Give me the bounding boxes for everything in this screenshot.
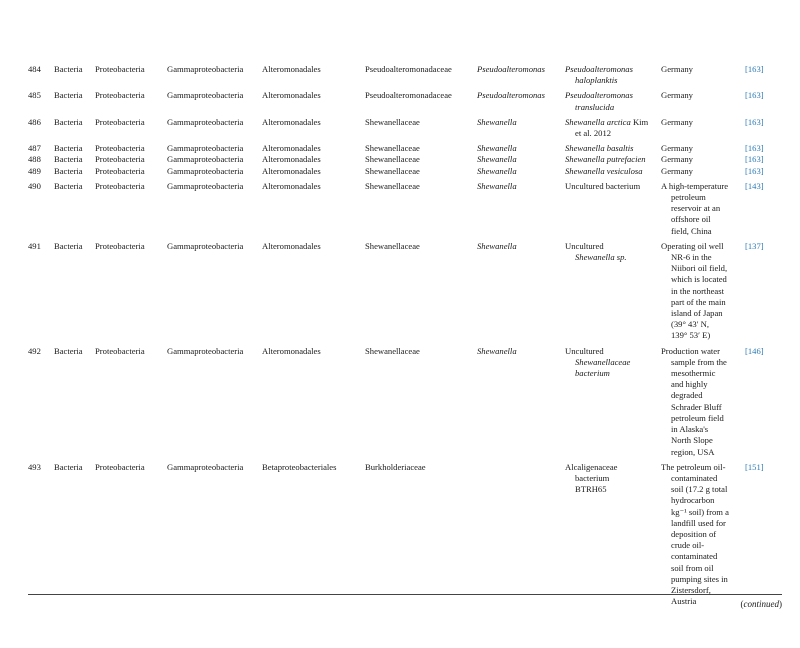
genus-cell: Shewanella — [477, 165, 517, 176]
source-cell-line: soil (17.2 g total — [671, 484, 728, 495]
class-cell: Gammaproteobacteria — [167, 180, 244, 191]
species-cell-line: Pseudoalteromonas — [565, 90, 633, 101]
order-cell: Alteromonadales — [262, 64, 321, 74]
species-cell-line — [565, 117, 659, 128]
reference-link[interactable]: [163] — [745, 154, 764, 165]
source-cell-line: landfill used for — [671, 517, 726, 528]
family-cell: Burkholderiaceae — [365, 461, 426, 472]
genus-cell — [477, 458, 565, 608]
domain-cell: Bacteria — [54, 116, 83, 127]
source-cell-line: 139° 53′ E) — [671, 330, 711, 341]
source-cell-line: soil from oil — [671, 562, 714, 573]
species-cell-line: Shewanellaceae — [575, 356, 631, 367]
family-cell: Shewanellaceae — [365, 345, 420, 356]
domain-cell: Bacteria — [54, 180, 83, 191]
family-cell: Pseudoalteromonadaceae — [365, 90, 452, 101]
source-cell-line: island of Japan — [671, 308, 723, 319]
family-cell: Shewanellaceae — [365, 240, 420, 251]
source-cell-line: Operating oil well — [661, 240, 724, 251]
source-cell-line: degraded — [671, 390, 703, 401]
source-cell-line: sample from the — [671, 356, 727, 367]
source-cell — [661, 86, 745, 112]
source-cell-line: Niibori oil field, — [671, 263, 728, 274]
row-number: 489 — [28, 165, 41, 176]
source-cell — [661, 166, 745, 177]
order-cell: Alteromonadales — [262, 240, 321, 251]
species-cell-line: Uncultured bacterium — [565, 180, 641, 191]
species-cell-line: Pseudoalteromonas — [565, 64, 633, 74]
domain-cell: Bacteria — [54, 90, 83, 101]
class-cell: Gammaproteobacteria — [167, 154, 244, 165]
source-cell-line: which is located — [671, 274, 727, 285]
order-cell: Alteromonadales — [262, 90, 321, 101]
order-cell: Alteromonadales — [262, 180, 321, 191]
phylum-cell: Proteobacteria — [95, 116, 145, 127]
phylum-cell: Proteobacteria — [95, 90, 145, 101]
source-cell-line: contaminated — [671, 551, 718, 562]
genus-cell: Shewanella — [477, 154, 517, 165]
class-cell: Gammaproteobacteria — [167, 116, 244, 127]
row-number: 491 — [28, 240, 41, 251]
reference-link[interactable]: [137] — [745, 240, 764, 251]
source-cell-line: pumping sites in — [671, 573, 728, 584]
phylum-cell: Proteobacteria — [95, 345, 145, 356]
source-cell-line: field, China — [671, 225, 712, 236]
source-cell — [661, 342, 745, 458]
species-cell — [565, 342, 661, 458]
source-cell-line: crude oil- — [671, 540, 705, 551]
species-cell — [565, 139, 661, 154]
source-cell-line: Germany — [661, 64, 693, 74]
genus-cell: Shewanella — [477, 180, 517, 191]
species-cell-line: Shewanella sp. — [575, 252, 627, 263]
source-cell-line: region, USA — [671, 446, 715, 457]
phylum-cell: Proteobacteria — [95, 154, 145, 165]
species-cell — [565, 154, 661, 165]
source-cell-line: petroleum field — [671, 412, 724, 423]
source-cell-line: The petroleum oil- — [661, 461, 726, 472]
family-cell: Shewanellaceae — [365, 180, 420, 191]
species-cell-line: Shewanella basaltis — [565, 143, 634, 154]
source-cell-line: Production water — [661, 345, 720, 356]
row-number: 492 — [28, 345, 41, 356]
species-cell — [565, 113, 661, 139]
family-cell: Shewanellaceae — [365, 154, 420, 165]
species-cell-line: Alcaligenaceae — [565, 461, 618, 472]
taxonomy-table — [28, 64, 782, 607]
phylum-cell: Proteobacteria — [95, 64, 145, 74]
genus-cell: Shewanella — [477, 345, 517, 356]
table-row — [28, 166, 782, 177]
row-number: 487 — [28, 143, 41, 154]
domain-cell: Bacteria — [54, 64, 83, 74]
source-cell-line: offshore oil — [671, 214, 711, 225]
reference-link[interactable]: [163] — [745, 116, 764, 127]
species-cell-line: translucida — [575, 101, 615, 112]
species-cell — [565, 166, 661, 177]
order-cell: Alteromonadales — [262, 154, 321, 165]
family-cell: Shewanellaceae — [365, 165, 420, 176]
class-cell: Gammaproteobacteria — [167, 90, 244, 101]
class-cell: Gammaproteobacteria — [167, 64, 244, 74]
table-row — [28, 113, 782, 139]
species-cell — [565, 64, 661, 86]
row-number: 484 — [28, 64, 41, 74]
family-cell: Shewanellaceae — [365, 143, 420, 154]
source-cell-line: Germany — [661, 154, 693, 165]
source-cell-line: kg⁻¹ soil) from a — [671, 506, 729, 517]
continued-label: (continued) — [740, 599, 782, 609]
table-bottom-rule — [28, 594, 782, 595]
species-cell — [565, 458, 661, 608]
genus-cell: Shewanella — [477, 143, 517, 154]
source-cell — [661, 237, 745, 342]
phylum-cell: Proteobacteria — [95, 461, 145, 472]
table-row — [28, 177, 782, 237]
source-cell-line: hydrocarbon — [671, 495, 715, 506]
domain-cell: Bacteria — [54, 165, 83, 176]
family-cell: Shewanellaceae — [365, 116, 420, 127]
source-cell-line: in the northeast — [671, 285, 724, 296]
table-row — [28, 237, 782, 342]
table-row — [28, 458, 782, 608]
species-cell-line: bacterium — [575, 472, 610, 483]
species-cell — [565, 177, 661, 237]
phylum-cell: Proteobacteria — [95, 240, 145, 251]
genus-cell: Shewanella — [477, 116, 517, 127]
source-cell-line: North Slope — [671, 435, 713, 446]
species-cell-line: Uncultured — [565, 240, 604, 251]
domain-cell: Bacteria — [54, 345, 83, 356]
source-cell-line: Germany — [661, 165, 693, 176]
order-cell: Alteromonadales — [262, 143, 321, 154]
class-cell: Gammaproteobacteria — [167, 143, 244, 154]
phylum-cell: Proteobacteria — [95, 180, 145, 191]
domain-cell: Bacteria — [54, 154, 83, 165]
domain-cell: Bacteria — [54, 143, 83, 154]
domain-cell: Bacteria — [54, 461, 83, 472]
source-cell-line: A high-temperature — [661, 180, 729, 191]
source-cell-line: part of the main — [671, 296, 726, 307]
table-row — [28, 86, 782, 112]
source-cell-line: NR-6 in the — [671, 252, 712, 263]
table-row — [28, 139, 782, 154]
domain-cell: Bacteria — [54, 240, 83, 251]
reference-link[interactable]: [163] — [745, 64, 764, 74]
source-cell-line: reservoir at an — [671, 203, 721, 214]
species-cell — [565, 86, 661, 112]
source-cell-line: Schrader Bluff — [671, 401, 722, 412]
class-cell: Gammaproteobacteria — [167, 461, 244, 472]
order-cell: Alteromonadales — [262, 116, 321, 127]
source-cell — [661, 177, 745, 237]
source-cell-line: mesothermic — [671, 368, 716, 379]
row-number: 490 — [28, 180, 41, 191]
reference-link[interactable]: [163] — [745, 90, 764, 101]
species-cell — [565, 237, 661, 342]
row-number: 486 — [28, 116, 41, 127]
class-cell: Gammaproteobacteria — [167, 240, 244, 251]
source-cell-line: Zistersdorf, — [671, 584, 711, 595]
genus-cell: Pseudoalteromonas — [477, 90, 545, 101]
source-cell — [661, 64, 745, 86]
species-author: Kim — [630, 116, 649, 127]
source-cell — [661, 113, 745, 139]
reference-link[interactable]: [163] — [745, 143, 764, 154]
order-cell: Betaproteobacteriales — [262, 461, 337, 472]
order-cell: Alteromonadales — [262, 345, 321, 356]
reference-link[interactable]: [143] — [745, 180, 764, 191]
row-number: 485 — [28, 90, 41, 101]
reference-link[interactable]: [151] — [745, 461, 764, 472]
source-cell-line: and highly — [671, 379, 708, 390]
row-number: 488 — [28, 154, 41, 165]
order-cell: Alteromonadales — [262, 165, 321, 176]
continued-text: continued — [743, 599, 779, 609]
source-cell-line: petroleum — [671, 192, 706, 203]
genus-cell: Shewanella — [477, 240, 517, 251]
species-cell-line: Shewanella vesiculosa — [565, 165, 643, 176]
source-cell-line: Germany — [661, 90, 693, 101]
source-cell-line: Austria — [671, 596, 697, 607]
class-cell: Gammaproteobacteria — [167, 165, 244, 176]
species-cell-line: et al. 2012 — [575, 128, 612, 139]
source-cell-line: contaminated — [671, 472, 718, 483]
species-cell-line: Uncultured — [565, 345, 604, 356]
table-row — [28, 64, 782, 86]
source-cell — [661, 139, 745, 154]
reference-link[interactable]: [163] — [745, 165, 764, 176]
species-name: Shewanella arctica — [565, 116, 631, 127]
species-cell-line: haloplanktis — [575, 75, 618, 86]
source-cell-line: deposition of — [671, 528, 717, 539]
source-cell-line: (39° 43′ N, — [671, 319, 710, 330]
table-body — [28, 64, 782, 607]
source-cell-line: Germany — [661, 116, 693, 127]
reference-link[interactable]: [146] — [745, 345, 764, 356]
phylum-cell: Proteobacteria — [95, 143, 145, 154]
row-number: 493 — [28, 461, 41, 472]
class-cell: Gammaproteobacteria — [167, 345, 244, 356]
phylum-cell: Proteobacteria — [95, 165, 145, 176]
genus-cell: Pseudoalteromonas — [477, 64, 545, 74]
source-cell-line: Germany — [661, 143, 693, 154]
source-cell-line: in Alaska's — [671, 424, 709, 435]
source-cell — [661, 458, 745, 608]
family-cell: Pseudoalteromonadaceae — [365, 64, 452, 74]
species-cell-line: BTRH65 — [575, 484, 607, 495]
source-cell — [661, 154, 745, 165]
table-row — [28, 154, 782, 165]
species-cell-line: Shewanella putrefacien — [565, 154, 646, 165]
species-cell-line: bacterium — [575, 368, 610, 379]
table-row — [28, 342, 782, 458]
